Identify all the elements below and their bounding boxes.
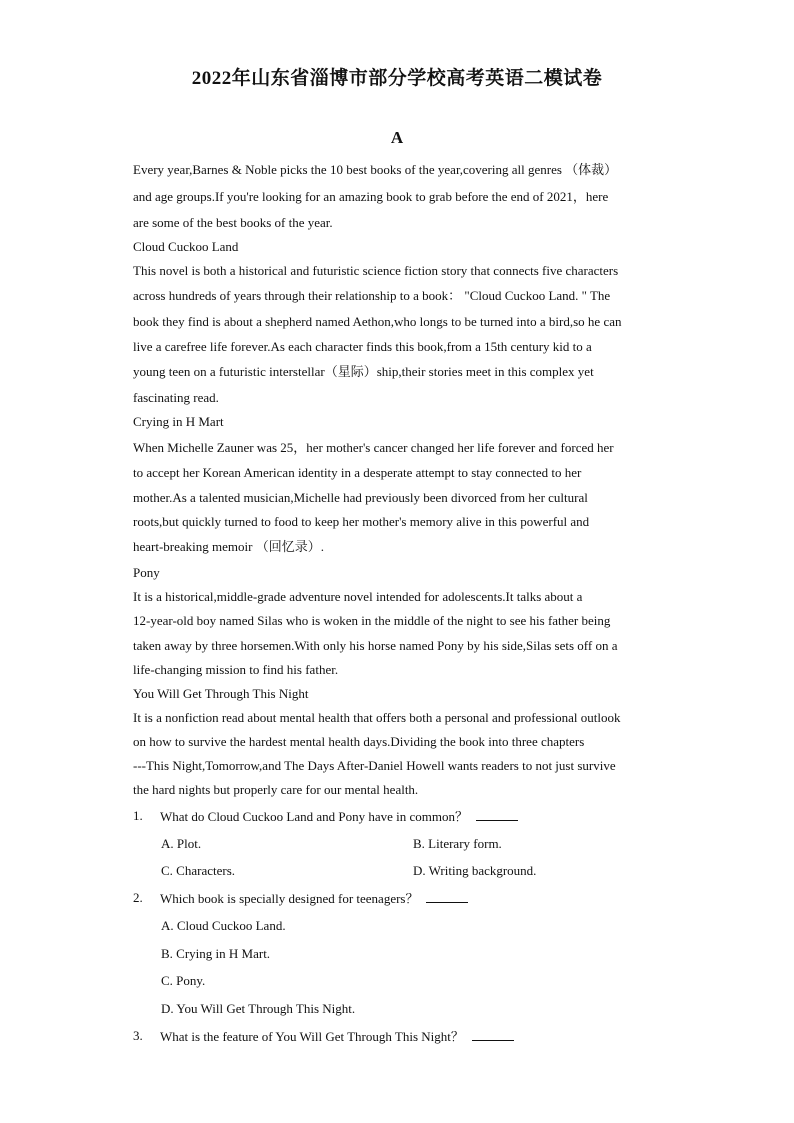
passage-line: life-changing mission to find his father. xyxy=(133,662,339,677)
passage-line: are some of the best books of the year. xyxy=(133,215,333,230)
passage-line: ---This Night,Tomorrow,and The Days After-Daniel Howell wants readers to not just survive xyxy=(133,758,616,773)
option-a[interactable]: A. Cloud Cuckoo Land. xyxy=(161,918,286,933)
book-heading: Crying in H Mart xyxy=(133,414,224,429)
passage-line: the hard nights but properly care for our mental health. xyxy=(133,782,419,797)
passage-line: young teen on a futuristic interstellar（星际）ship,their stories meet in this complex yet xyxy=(133,364,594,379)
answer-blank[interactable] xyxy=(426,890,468,903)
question-text: What do Cloud Cuckoo Land and Pony have in common？ xyxy=(160,809,468,824)
question-3 xyxy=(160,1028,514,1045)
option-d[interactable]: D. Writing background. xyxy=(413,863,537,878)
question-number: 2. xyxy=(133,890,143,905)
passage-line: across hundreds of years through their relationship to a book： "Cloud Cuckoo Land. " The xyxy=(133,288,611,303)
passage-line: on how to survive the hardest mental health days.Dividing the book into three chapters xyxy=(133,734,585,749)
passage-line: It is a historical,middle-grade adventure novel intended for adolescents.It talks about a xyxy=(133,589,583,604)
question-number: 3. xyxy=(133,1028,143,1043)
book-heading: Cloud Cuckoo Land xyxy=(133,239,239,254)
passage-line: taken away by three horsemen.With only his horse named Pony by his side,Silas sets off on a xyxy=(133,638,618,653)
option-a[interactable]: A. Plot. xyxy=(161,836,202,851)
passage-line: fascinating read. xyxy=(133,390,219,405)
question-text: Which book is specially designed for teenagers？ xyxy=(160,891,419,906)
passage-line: to accept her Korean American identity in a desperate attempt to stay connected to her xyxy=(133,465,582,480)
passage-line: live a carefree life forever.As each character finds this book,from a 15th century kid to a xyxy=(133,339,592,354)
passage-line: book they find is about a shepherd named Aethon,who longs to be turned into a bird,so he can xyxy=(133,314,622,329)
passage-line: 12-year-old boy named Silas who is woken in the middle of the night to see his father being xyxy=(133,613,611,628)
passage-line: heart-breaking memoir （回忆录）. xyxy=(133,539,324,554)
passage-line: roots,but quickly turned to food to keep her mother's memory alive in this powerful and xyxy=(133,514,590,529)
question-text: What is the feature of You Will Get Through This Night？ xyxy=(160,1029,464,1044)
option-c[interactable]: C. Pony. xyxy=(161,973,206,988)
page-title: 2022年山东省淄博市部分学校高考英语二模试卷 xyxy=(191,68,603,89)
answer-blank[interactable] xyxy=(476,808,518,821)
question-number: 1. xyxy=(133,808,143,823)
passage-line: Every year,Barnes & Noble picks the 10 best books of the year,covering all genres （体裁） xyxy=(133,162,618,177)
option-d[interactable]: D. You Will Get Through This Night. xyxy=(161,1001,356,1016)
option-c[interactable]: C. Characters. xyxy=(161,863,236,878)
passage-line: mother.As a talented musician,Michelle had previously been divorced from her cultural xyxy=(133,490,588,505)
option-b[interactable]: B. Crying in H Mart. xyxy=(161,946,271,961)
passage-line: When Michelle Zauner was 25，her mother's cancer changed her life forever and forced her xyxy=(133,440,614,455)
option-b[interactable]: B. Literary form. xyxy=(413,836,502,851)
question-2 xyxy=(160,890,468,907)
section-heading: A xyxy=(390,128,404,147)
question-1 xyxy=(160,808,518,825)
book-heading: You Will Get Through This Night xyxy=(133,686,309,701)
passage-line: and age groups.If you're looking for an amazing book to grab before the end of 2021，here xyxy=(133,189,609,204)
answer-blank[interactable] xyxy=(472,1028,514,1041)
passage-line: It is a nonfiction read about mental health that offers both a personal and professional outlook xyxy=(133,710,621,725)
book-heading: Pony xyxy=(133,565,160,580)
passage-line: This novel is both a historical and futuristic science fiction story that connects five characters xyxy=(133,263,619,278)
